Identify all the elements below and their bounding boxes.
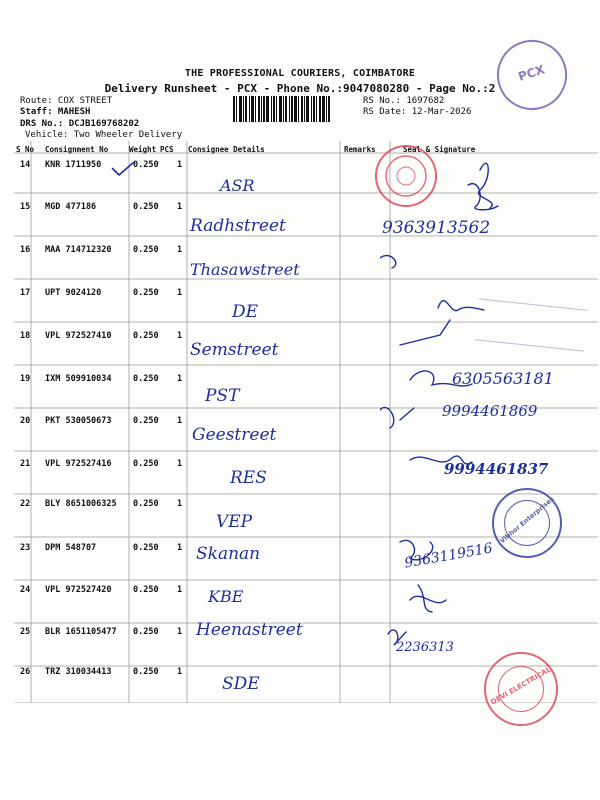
pcx-stamp — [488, 31, 576, 119]
row-pcs: 1 — [177, 202, 183, 212]
row-weight: 0.250 — [133, 245, 159, 255]
devi-electrical-stamp — [484, 652, 558, 726]
row-pcs: 1 — [177, 543, 183, 553]
row-handwritten-name: Geestreet — [192, 425, 277, 445]
row-handwritten-name: Heenastreet — [196, 620, 303, 640]
vibhor-enterprises-stamp — [492, 488, 562, 558]
row-pcs: 1 — [177, 667, 183, 677]
row-weight: 0.250 — [133, 585, 159, 595]
faint-company-stamp — [473, 292, 588, 361]
handwritten-phone: 9363119516 — [403, 540, 494, 572]
row-sno: 24 — [20, 585, 31, 595]
vehicle-label: Vehicle: Two Wheeler Delivery — [25, 130, 183, 140]
row-sno: 26 — [20, 667, 31, 677]
row-sno: 19 — [20, 374, 31, 384]
rs-number: RS No.: 1697682 — [363, 96, 445, 106]
col-header-details: Consignee Details — [188, 145, 265, 154]
company-title: THE PROFESSIONAL COURIERS, COIMBATORE — [184, 68, 416, 79]
runsheet-subtitle: Delivery Runsheet - PCX - Phone No.:9047080280 - Page No.:2 — [104, 82, 496, 95]
row-consignment: DPM 548707 — [45, 543, 97, 553]
row-consignment: BLR 1651105477 — [45, 627, 117, 637]
handwritten-phone: 9994461869 — [442, 402, 538, 420]
col-header-weight: Weight — [129, 145, 157, 154]
devi-stamp-text: DEVI ELECTRICAL — [489, 665, 553, 707]
row-handwritten-name: KBE — [208, 587, 244, 606]
row-weight: 0.250 — [133, 667, 159, 677]
row-consignment: VPL 972527420 — [45, 585, 112, 595]
row-handwritten-name: Skanan — [196, 544, 261, 564]
row-pcs: 1 — [177, 374, 183, 384]
row-handwritten-name: SDE — [222, 674, 260, 694]
row-sno: 21 — [20, 459, 31, 469]
col-header-seal: Seal & Signature — [403, 145, 476, 154]
row-weight: 0.250 — [133, 202, 159, 212]
row-handwritten-name: RES — [230, 468, 267, 488]
drs-number: DRS No.: DCJB169768202 — [20, 119, 140, 129]
company-seal-stamp — [372, 143, 440, 209]
row-consignment: IXM 509910034 — [45, 374, 112, 384]
row-pcs: 1 — [177, 288, 183, 298]
row-weight: 0.250 — [133, 374, 159, 384]
row-pcs: 1 — [177, 160, 183, 170]
col-header-sno: S No — [16, 145, 35, 154]
row-weight: 0.250 — [133, 499, 159, 509]
handwritten-phone: 2236313 — [396, 640, 454, 655]
row-handwritten-name: DE — [232, 302, 259, 322]
row-pcs: 1 — [177, 416, 183, 426]
row-handwritten-name: Thasawstreet — [190, 260, 300, 279]
row-sno: 14 — [20, 160, 31, 170]
handwritten-phone: 9363913562 — [382, 218, 491, 238]
row-handwritten-name: VEP — [216, 512, 253, 532]
row-weight: 0.250 — [133, 459, 159, 469]
row-weight: 0.250 — [133, 288, 159, 298]
row-consignment: MGD 477186 — [45, 202, 97, 212]
row-weight: 0.250 — [133, 416, 159, 426]
row-consignment: VPL 972527416 — [45, 459, 112, 469]
row-pcs: 1 — [177, 627, 183, 637]
row-weight: 0.250 — [133, 160, 159, 170]
row-consignment: MAA 714712320 — [45, 245, 112, 255]
col-header-pcs: PCS — [160, 145, 174, 154]
row-consignment: KNR 1711950 — [45, 160, 102, 170]
row-sno: 16 — [20, 245, 31, 255]
handwritten-phone: 6305563181 — [452, 369, 554, 388]
row-consignment: TRZ 310034413 — [45, 667, 112, 677]
barcode — [233, 96, 358, 122]
row-sno: 18 — [20, 331, 31, 341]
row-handwritten-name: Radhstreet — [190, 216, 286, 236]
row-sno: 22 — [20, 499, 31, 509]
staff-label: Staff: MAHESH — [20, 107, 91, 117]
route-label: Route: COX STREET — [20, 96, 113, 106]
pcx-stamp-text: PCX — [516, 62, 547, 84]
check-mark-icon — [110, 160, 136, 178]
row-handwritten-name: Semstreet — [190, 340, 279, 360]
row-sno: 17 — [20, 288, 31, 298]
row-handwritten-name: ASR — [220, 176, 255, 195]
row-consignment: BLY 8651006325 — [45, 499, 117, 509]
row-pcs: 1 — [177, 245, 183, 255]
row-sno: 20 — [20, 416, 31, 426]
row-handwritten-name: PST — [205, 386, 240, 406]
row-pcs: 1 — [177, 499, 183, 509]
row-sno: 25 — [20, 627, 31, 637]
handwritten-phone: 9994461837 — [444, 460, 549, 478]
rs-date: RS Date: 12-Mar-2026 — [363, 107, 472, 117]
row-pcs: 1 — [177, 331, 183, 341]
row-weight: 0.250 — [133, 331, 159, 341]
row-consignment: VPL 972527410 — [45, 331, 112, 341]
vibhor-stamp-text: Vibhor Enterprises — [498, 494, 556, 546]
col-header-consignment: Consignment No — [45, 145, 109, 154]
row-pcs: 1 — [177, 585, 183, 595]
row-sno: 15 — [20, 202, 31, 212]
row-consignment: UPT 9024120 — [45, 288, 102, 298]
col-header-remarks: Remarks — [344, 145, 376, 154]
row-weight: 0.250 — [133, 543, 159, 553]
row-sno: 23 — [20, 543, 31, 553]
row-consignment: PKT 530050673 — [45, 416, 112, 426]
row-weight: 0.250 — [133, 627, 159, 637]
row-pcs: 1 — [177, 459, 183, 469]
signature-scribbles — [380, 140, 600, 700]
